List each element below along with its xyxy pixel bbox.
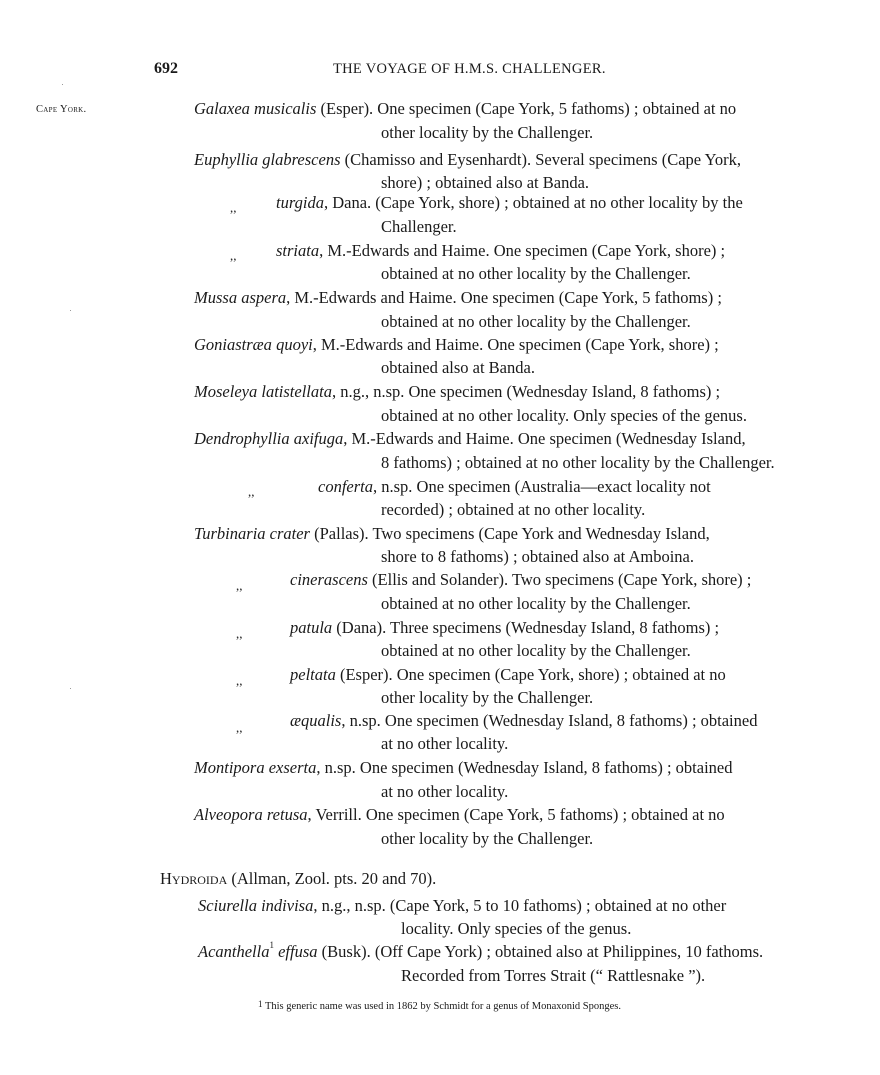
entry-first-line: Goniastræa quoyi, M.-Edwards and Haime. One specimen (Cape York, shore) ;: [194, 335, 719, 354]
entry-first-line: Alveopora retusa, Verrill. One specimen (Cape York, 5 fathoms) ; obtained at no: [194, 805, 725, 824]
genus: Galaxea: [194, 99, 250, 118]
section-heading: [160, 869, 436, 889]
genus: Turbinaria: [194, 524, 266, 543]
entry-continuation: obtained at no other locality. Only species of the genus.: [381, 406, 747, 425]
genus: Dendrophyllia: [194, 429, 290, 448]
entry-first-line: æqualis, n.sp. One specimen (Wednesday Island, 8 fathoms) ; obtained: [290, 711, 758, 730]
species: axifuga: [293, 429, 344, 448]
ditto-mark: ,,: [248, 484, 255, 499]
species: turgida: [276, 193, 324, 212]
species: aspera: [241, 288, 287, 307]
entry-continuation: Challenger.: [381, 217, 457, 236]
ditto-mark: ,,: [230, 200, 237, 215]
entry-continuation: recorded) ; obtained at no other locality.: [381, 500, 646, 519]
species: indivisa: [261, 896, 314, 915]
entry-continuation: shore) ; obtained also at Banda.: [381, 173, 590, 192]
genus: Acanthella: [198, 942, 270, 961]
scan-speck: [70, 310, 71, 311]
entry-first-line: Dendrophyllia axifuga, M.-Edwards and Haime. One specimen (Wednesday Island,: [194, 429, 746, 448]
entry-first-line: Euphyllia glabrescens (Chamisso and Eysenhardt). Several specimens (Cape York,: [194, 150, 742, 169]
species: conferta: [318, 477, 373, 496]
footnote: [258, 1001, 621, 1012]
species: glabrescens: [262, 150, 341, 169]
entry-continuation: other locality by the Challenger.: [381, 688, 594, 707]
running-head: THE VOYAGE OF H.M.S. CHALLENGER.: [333, 61, 606, 77]
footnote-text: This generic name was used in 1862 by Schmidt for a genus of Monaxonid Sponges.: [264, 1001, 622, 1012]
species: crater: [269, 524, 310, 543]
ditto-mark: ,,: [236, 578, 243, 593]
section-citation: (Allman, Zool. pts. 20 and 70).: [227, 869, 437, 888]
species: musicalis: [254, 99, 317, 118]
entry-continuation: obtained at no other locality by the Challenger.: [381, 264, 691, 283]
entry-continuation: locality. Only species of the genus.: [401, 919, 632, 938]
entry-first-line: Acanthella$^1$ effusa (Busk). (Off Cape York) ; obtained also at Philippines, 10 fathoms.: [198, 940, 764, 961]
scan-speck: [62, 84, 63, 85]
ditto-mark: ,,: [230, 248, 237, 263]
page-number: 692: [154, 60, 178, 77]
entry-first-line: peltata (Esper). One specimen (Cape York, shore) ; obtained at no: [290, 665, 726, 684]
genus: Goniastræa: [194, 335, 272, 354]
entry-first-line: cinerascens (Ellis and Solander). Two specimens (Cape York, shore) ;: [290, 570, 752, 589]
species: exserta: [268, 758, 317, 777]
ditto-mark: ,,: [236, 720, 243, 735]
species: æqualis: [290, 711, 342, 730]
genus: Alveopora: [194, 805, 263, 824]
section-title: Hydroida: [160, 869, 228, 888]
species: effusa: [278, 942, 318, 961]
ditto-mark: ,,: [236, 626, 243, 641]
species: patula: [290, 618, 333, 637]
entry-first-line: Sciurella indivisa, n.g., n.sp. (Cape York, 5 to 10 fathoms) ; obtained at no other: [198, 896, 727, 915]
entry-continuation: obtained at no other locality by the Challenger.: [381, 594, 691, 613]
footnote-mark: 1: [258, 999, 263, 1009]
entry-continuation: obtained at no other locality by the Challenger.: [381, 312, 691, 331]
entry-continuation: other locality by the Challenger.: [381, 123, 594, 142]
entry-continuation: shore to 8 fathoms) ; obtained also at Amboina.: [381, 547, 694, 566]
genus: Mussa: [194, 288, 238, 307]
entry-first-line: Mussa aspera, M.-Edwards and Haime. One specimen (Cape York, 5 fathoms) ;: [194, 288, 722, 307]
entry-first-line: patula (Dana). Three specimens (Wednesday Island, 8 fathoms) ;: [290, 618, 720, 637]
species: cinerascens: [290, 570, 368, 589]
species: retusa: [266, 805, 308, 824]
margin-note: Cape York.: [36, 104, 87, 115]
species: striata: [276, 241, 320, 260]
entry-first-line: striata, M.-Edwards and Haime. One specimen (Cape York, shore) ;: [276, 241, 726, 260]
ditto-mark: ,,: [236, 673, 243, 688]
entry-continuation: at no other locality.: [381, 782, 509, 801]
entry-first-line: Galaxea musicalis (Esper). One specimen (Cape York, 5 fathoms) ; obtained at no: [194, 99, 737, 118]
entry-continuation: at no other locality.: [381, 734, 509, 753]
footnote-ref: 1: [269, 940, 274, 950]
entry-continuation: 8 fathoms) ; obtained at no other locality by the Challenger.: [381, 453, 775, 472]
entry-first-line: conferta, n.sp. One specimen (Australia—exact locality not: [318, 477, 711, 496]
entry-continuation: Recorded from Torres Strait (“ Rattlesnake ”).: [401, 966, 706, 985]
entry-first-line: Turbinaria crater (Pallas). Two specimens (Cape York and Wednesday Island,: [194, 524, 710, 543]
species: peltata: [290, 665, 336, 684]
species: latistellata: [261, 382, 332, 401]
genus: Euphyllia: [194, 150, 259, 169]
genus: Moseleya: [194, 382, 258, 401]
entry-first-line: Moseleya latistellata, n.g., n.sp. One specimen (Wednesday Island, 8 fathoms) ;: [194, 382, 721, 401]
species: quoyi: [276, 335, 313, 354]
entry-continuation: obtained at no other locality by the Challenger.: [381, 641, 691, 660]
scan-speck: [70, 688, 71, 689]
entry-first-line: Montipora exserta, n.sp. One specimen (Wednesday Island, 8 fathoms) ; obtained: [194, 758, 733, 777]
entry-continuation: obtained also at Banda.: [381, 358, 535, 377]
entry-continuation: other locality by the Challenger.: [381, 829, 594, 848]
genus: Sciurella: [198, 896, 257, 915]
genus: Montipora: [194, 758, 265, 777]
entry-first-line: turgida, Dana. (Cape York, shore) ; obtained at no other locality by the: [276, 193, 743, 212]
